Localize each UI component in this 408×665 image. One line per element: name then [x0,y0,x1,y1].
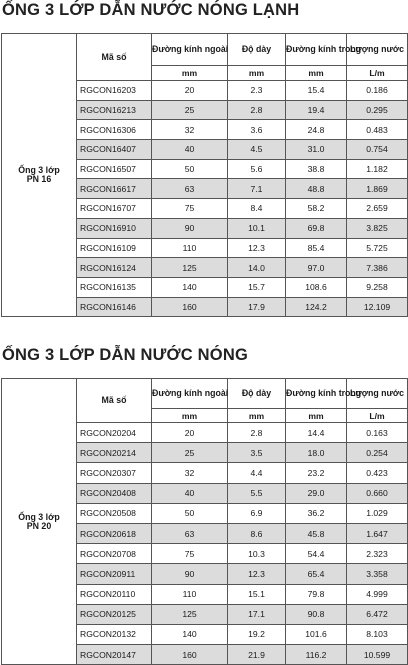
cell-thick: 10.1 [228,218,286,238]
cell-id: 14.4 [286,423,347,443]
unit-id: mm [286,66,347,81]
cell-code: RGCON20708 [77,544,152,564]
cell-thick: 7.1 [228,179,286,199]
pipe-group-cell [2,34,77,317]
cell-od: 63 [152,523,228,543]
cell-thick: 5.5 [228,483,286,503]
cell-od: 63 [152,179,228,199]
cell-code: RGCON16146 [77,297,152,317]
cell-id: 90.8 [286,604,347,624]
cell-od: 20 [152,423,228,443]
cell-od: 125 [152,258,228,278]
cell-code: RGCON16507 [77,159,152,179]
cell-thick: 8.6 [228,523,286,543]
cell-thick: 15.7 [228,277,286,297]
cell-od: 90 [152,218,228,238]
section-title: ỐNG 3 LỚP DẪN NƯỚC NÓNG [2,346,248,364]
cell-od: 110 [152,238,228,258]
cell-thick: 17.1 [228,604,286,624]
cell-flow: 0.295 [347,100,408,120]
cell-flow: 5.725 [347,238,408,258]
cell-thick: 3.6 [228,120,286,140]
cell-code: RGCON20508 [77,503,152,523]
header-flow: Lượng nước [347,379,408,409]
section-title: ỐNG 3 LỚP DẪN NƯỚC NÓNG LẠNH [2,1,300,19]
unit-id: mm [286,409,347,423]
cell-flow: 0.186 [347,81,408,101]
cell-thick: 4.5 [228,140,286,160]
cell-code: RGCON16203 [77,81,152,101]
cell-id: 45.8 [286,523,347,543]
cell-flow: 2.659 [347,199,408,219]
header-code: Mã số [77,379,152,423]
cell-flow: 1.647 [347,523,408,543]
cell-od: 75 [152,544,228,564]
header-id: Đường kính trong [286,34,347,66]
cell-code: RGCON16707 [77,199,152,219]
cell-id: 65.4 [286,564,347,584]
cell-flow: 2.323 [347,544,408,564]
cell-thick: 2.3 [228,81,286,101]
cell-id: 124.2 [286,297,347,317]
pipe-group-cell [2,379,77,665]
cell-flow: 3.825 [347,218,408,238]
cell-code: RGCON20204 [77,423,152,443]
cell-code: RGCON20911 [77,564,152,584]
group-pressure: PN 20 [26,520,52,531]
cell-code: RGCON16407 [77,140,152,160]
group-name: Ống 3 lớp [18,511,60,522]
group-pressure: PN 16 [26,174,52,185]
spec-table [1,378,408,665]
cell-id: 116.2 [286,645,347,665]
cell-od: 50 [152,159,228,179]
cell-flow: 9.258 [347,277,408,297]
unit-od: mm [152,66,228,81]
cell-flow: 6.472 [347,604,408,624]
cell-flow: 3.358 [347,564,408,584]
cell-thick: 4.4 [228,463,286,483]
cell-flow: 1.029 [347,503,408,523]
cell-thick: 2.8 [228,100,286,120]
cell-code: RGCON16617 [77,179,152,199]
cell-id: 79.8 [286,584,347,604]
cell-id: 23.2 [286,463,347,483]
cell-flow: 4.999 [347,584,408,604]
cell-thick: 6.9 [228,503,286,523]
cell-thick: 17.9 [228,297,286,317]
cell-code: RGCON20125 [77,604,152,624]
spec-table [1,33,408,317]
header-thick: Độ dày [228,34,286,66]
unit-flow: L/m [347,66,408,81]
cell-thick: 10.3 [228,544,286,564]
cell-flow: 0.754 [347,140,408,160]
header-od: Đường kính ngoài [152,379,228,409]
cell-od: 125 [152,604,228,624]
header-flow: Lượng nước [347,34,408,66]
cell-flow: 8.103 [347,624,408,644]
cell-od: 75 [152,199,228,219]
unit-thick: mm [228,66,286,81]
cell-flow: 0.163 [347,423,408,443]
cell-code: RGCON16124 [77,258,152,278]
cell-id: 85.4 [286,238,347,258]
cell-thick: 12.3 [228,238,286,258]
cell-code: RGCON16306 [77,120,152,140]
cell-id: 97.0 [286,258,347,278]
unit-od: mm [152,409,228,423]
cell-od: 40 [152,140,228,160]
cell-od: 32 [152,120,228,140]
cell-id: 69.8 [286,218,347,238]
cell-id: 31.0 [286,140,347,160]
cell-od: 25 [152,100,228,120]
header-od: Đường kính ngoài [152,34,228,66]
cell-flow: 1.869 [347,179,408,199]
cell-flow: 12.109 [347,297,408,317]
cell-id: 19.4 [286,100,347,120]
cell-thick: 5.6 [228,159,286,179]
header-thick: Độ dày [228,379,286,409]
cell-code: RGCON20110 [77,584,152,604]
cell-od: 140 [152,624,228,644]
cell-thick: 15.1 [228,584,286,604]
cell-thick: 8.4 [228,199,286,219]
cell-od: 160 [152,645,228,665]
cell-id: 36.2 [286,503,347,523]
cell-flow: 7.386 [347,258,408,278]
cell-code: RGCON20618 [77,523,152,543]
cell-code: RGCON20214 [77,443,152,463]
cell-code: RGCON16109 [77,238,152,258]
cell-id: 54.4 [286,544,347,564]
unit-thick: mm [228,409,286,423]
cell-flow: 10.599 [347,645,408,665]
cell-code: RGCON20132 [77,624,152,644]
group-name: Ống 3 lớp [18,165,60,176]
cell-id: 58.2 [286,199,347,219]
cell-flow: 1.182 [347,159,408,179]
cell-id: 101.6 [286,624,347,644]
cell-flow: 0.254 [347,443,408,463]
cell-flow: 0.423 [347,463,408,483]
cell-flow: 0.660 [347,483,408,503]
cell-thick: 19.2 [228,624,286,644]
cell-id: 24.8 [286,120,347,140]
cell-code: RGCON20147 [77,645,152,665]
cell-thick: 14.0 [228,258,286,278]
cell-od: 160 [152,297,228,317]
header-code: Mã số [77,34,152,81]
cell-code: RGCON20408 [77,483,152,503]
cell-thick: 3.5 [228,443,286,463]
cell-od: 90 [152,564,228,584]
cell-od: 50 [152,503,228,523]
cell-od: 110 [152,584,228,604]
cell-od: 25 [152,443,228,463]
cell-thick: 2.8 [228,423,286,443]
cell-id: 29.0 [286,483,347,503]
header-id: Đường kính trong [286,379,347,409]
cell-code: RGCON16910 [77,218,152,238]
cell-thick: 21.9 [228,645,286,665]
cell-id: 48.8 [286,179,347,199]
cell-id: 18.0 [286,443,347,463]
cell-od: 40 [152,483,228,503]
cell-id: 38.8 [286,159,347,179]
cell-code: RGCON16213 [77,100,152,120]
cell-thick: 12.3 [228,564,286,584]
unit-flow: L/m [347,409,408,423]
cell-od: 20 [152,81,228,101]
cell-code: RGCON16135 [77,277,152,297]
cell-flow: 0.483 [347,120,408,140]
cell-od: 32 [152,463,228,483]
cell-id: 108.6 [286,277,347,297]
cell-id: 15.4 [286,81,347,101]
cell-od: 140 [152,277,228,297]
cell-code: RGCON20307 [77,463,152,483]
